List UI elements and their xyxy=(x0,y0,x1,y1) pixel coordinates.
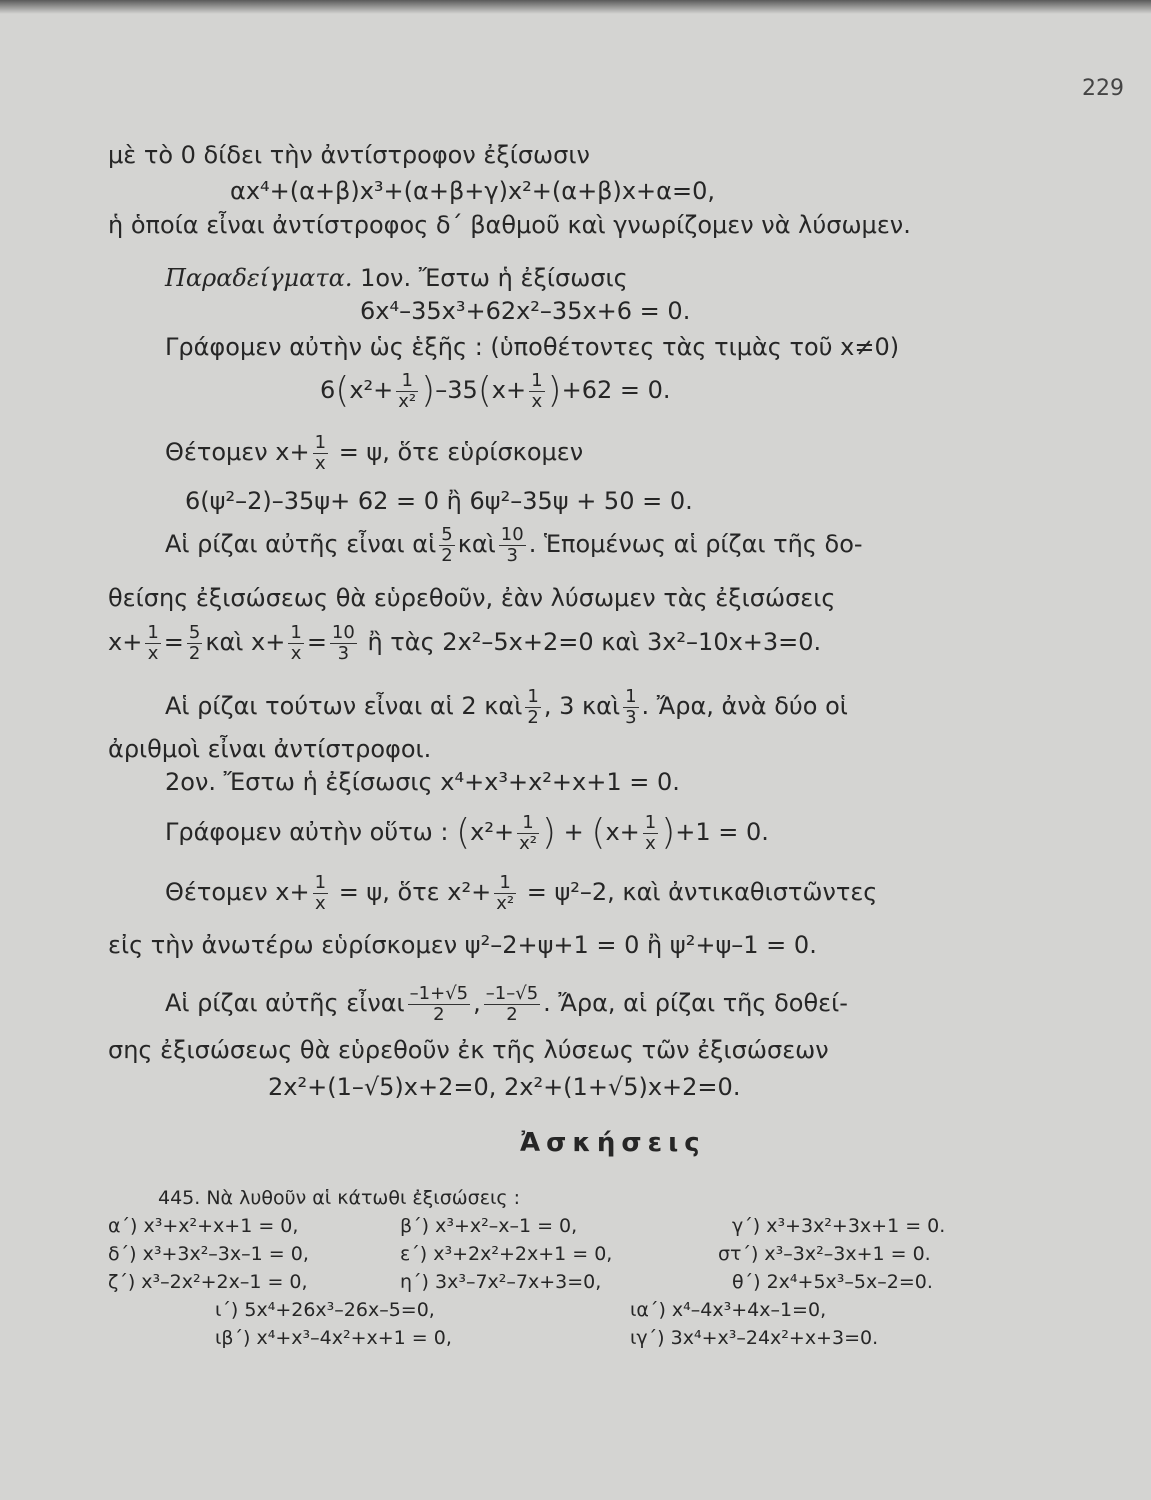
fraction xyxy=(529,371,544,412)
fraction xyxy=(525,687,540,728)
text-span: . Ἄρα, αἱ ρίζαι τῆς δοθεί- xyxy=(543,989,848,1017)
intro-line: ἡ ὁποία εἶναι ἀντίστροφος δ΄ βαθμοῦ καὶ γνωρίζομεν νὰ λύσωμεν. xyxy=(108,211,911,239)
text-span: x+ xyxy=(605,818,640,846)
eq-part: –35 xyxy=(435,376,478,404)
text-span: Αἱ ρίζαι τούτων εἶναι αἱ 2 καὶ xyxy=(165,692,523,720)
exercise-item: ζ΄) x³–2x²+2x–1 = 0, xyxy=(108,1271,308,1293)
text-span: Θέτομεν x+ xyxy=(165,878,310,906)
example-1-equation: 6x⁴–35x³+62x²–35x+6 = 0. xyxy=(360,297,691,325)
final-equations: 2x²+(1–√5)x+2=0, 2x²+(1+√5)x+2=0. xyxy=(268,1073,741,1101)
fraction xyxy=(494,873,516,914)
denominator: x xyxy=(645,832,656,854)
text-span: x²+ xyxy=(470,818,515,846)
denominator: 3 xyxy=(625,706,637,728)
text-span: , xyxy=(473,989,481,1017)
fraction xyxy=(408,984,470,1025)
eq-part: x²+ xyxy=(349,376,394,404)
text-span: . Ἄρα, ἀνὰ δύο οἱ xyxy=(641,692,848,720)
text-span: Αἱ ρίζαι αὐτῆς εἶναι αἱ xyxy=(165,530,437,558)
substitution-line xyxy=(165,430,583,474)
exercise-item: ιγ΄) 3x⁴+x³–24x²+x+3=0. xyxy=(630,1327,879,1349)
numerator: 1 xyxy=(644,811,657,833)
final-roots-line xyxy=(165,684,848,728)
text-span: καὶ x+ xyxy=(205,628,286,656)
numerator: 1 xyxy=(531,369,543,391)
intro-equation: αx⁴+(α+β)x³+(α+β+γ)x²+(α+β)x+α=0, xyxy=(230,177,715,205)
numerator: 1 xyxy=(527,685,539,707)
exercise-intro: 445. Νὰ λυθοῦν αἱ κάτωθι ἐξισώσεις : xyxy=(158,1187,520,1209)
exercises-heading: Ἀσκήσεις xyxy=(520,1128,706,1158)
fraction xyxy=(484,984,540,1025)
denominator: 3 xyxy=(506,544,518,566)
fraction xyxy=(643,813,658,854)
text-span: = ψ²–2, καὶ ἀντικαθιστῶντες xyxy=(526,878,878,906)
text-span: Αἱ ρίζαι αὐτῆς εἶναι xyxy=(165,989,405,1017)
page-number: 229 xyxy=(1082,76,1124,101)
eq-part: +62 = 0. xyxy=(561,376,671,404)
fraction xyxy=(187,623,202,664)
example-2-roots xyxy=(165,978,848,1028)
examples-heading: Παραδείγματα. xyxy=(165,264,353,292)
exercise-item: γ΄) x³+3x²+3x+1 = 0. xyxy=(732,1215,946,1237)
denominator: 2 xyxy=(441,544,453,566)
numerator: 5 xyxy=(188,621,201,643)
text-span: , 3 καὶ xyxy=(543,692,621,720)
text-span: ἢ τὰς 2x²–5x+2=0 καὶ 3x²–10x+3=0. xyxy=(367,628,822,656)
denominator: 2 xyxy=(527,706,539,728)
roots-line xyxy=(165,522,863,566)
text-line: ἀριθμοὶ εἶναι ἀντίστροφοι. xyxy=(108,735,432,763)
numerator: 1 xyxy=(494,873,516,894)
example-2-substitution xyxy=(165,870,877,914)
denominator: 2 xyxy=(188,642,201,664)
denominator: x xyxy=(314,452,326,474)
text-span: = xyxy=(163,628,184,656)
text-span: Γράφομεν αὐτὴν οὕτω : xyxy=(165,818,449,846)
numerator: 5 xyxy=(441,523,453,545)
numerator: 1 xyxy=(517,813,539,834)
example-1-label xyxy=(165,263,628,293)
text-line: Γράφομεν αὐτὴν ὡς ἑξῆς : (ὑποθέτοντες τὰς τιμὰς τοῦ x≠0) xyxy=(165,333,900,361)
example-2-rewritten: Γράφομεν αὐτὴν οὕτω : (x²+ $\frac{1}{\text{x²}}$ ) + (x+ $\frac{1}{x}$ )+1 = 0. xyxy=(165,811,769,854)
numerator: 1 xyxy=(314,431,327,453)
exercise-item: ιβ΄) x⁴+x³–4x²+x+1 = 0, xyxy=(215,1327,452,1349)
eq-part: 6 xyxy=(320,376,336,404)
denominator: 3 xyxy=(337,642,350,664)
text-span: Θέτομεν x+ xyxy=(165,438,310,466)
fraction xyxy=(313,873,328,914)
denominator: x² xyxy=(496,892,515,914)
numerator: 1 xyxy=(396,371,418,392)
exercise-item: ι΄) 5x⁴+26x³–26x–5=0, xyxy=(215,1299,435,1321)
text-line: σης ἐξισώσεως θὰ εὑρεθοῦν ἐκ τῆς λύσεως τῶν ἐξισώσεων xyxy=(108,1036,829,1064)
denominator: x xyxy=(531,390,543,412)
fraction xyxy=(439,525,454,566)
denominator: x xyxy=(314,892,326,914)
denominator: x² xyxy=(398,390,417,412)
fraction xyxy=(288,623,303,664)
exercise-item: ια΄) x⁴–4x³+4x–1=0, xyxy=(630,1299,827,1321)
example-2-label: 2ον. Ἔστω ἡ ἐξίσωσις x⁴+x³+x²+x+1 = 0. xyxy=(165,768,680,796)
text-span: = ψ, ὅτε εὑρίσκομεν xyxy=(338,438,584,466)
numerator: 1 xyxy=(290,621,302,643)
fraction xyxy=(330,623,357,664)
fraction xyxy=(499,525,526,566)
fraction xyxy=(313,433,328,474)
rewritten-equation: 6(x²+ $\frac{1}{\text{x²}}$ )–35(x+ $\frac{1}{x}$ )+62 = 0. xyxy=(320,369,671,412)
intro-line: μὲ τὸ 0 δίδει τὴν ἀντίστροφον ἐξίσωσιν xyxy=(108,141,590,169)
text-span: = ψ, ὅτε x²+ xyxy=(338,878,492,906)
text-span: + xyxy=(563,818,584,846)
denominator: x² xyxy=(519,832,537,854)
fraction xyxy=(623,687,638,728)
numerator: 10 xyxy=(500,523,524,545)
eq-part: x+ xyxy=(491,376,527,404)
denominator: 2 xyxy=(433,1003,445,1025)
numerator: 10 xyxy=(331,621,355,643)
text-span: x+ xyxy=(108,628,143,656)
exercise-item: β΄) x³+x²–x–1 = 0, xyxy=(400,1215,578,1237)
exercise-item: α΄) x³+x²+x+1 = 0, xyxy=(108,1215,299,1237)
denominator: x xyxy=(147,642,159,664)
text-span: = xyxy=(306,628,327,656)
exercise-item: στ΄) x³–3x²–3x+1 = 0. xyxy=(718,1243,931,1265)
psi-equation: 6(ψ²–2)–35ψ+ 62 = 0 ἢ 6ψ²–35ψ + 50 = 0. xyxy=(185,487,693,515)
numerator: 1 xyxy=(147,621,159,643)
text-span: +1 = 0. xyxy=(675,818,769,846)
example-label: 1ον. Ἔστω ἡ ἐξίσωσις xyxy=(360,264,628,292)
text-line: θείσης ἐξισώσεως θὰ εὑρεθοῦν, ἐὰν λύσωμεν τὰς ἐξισώσεις xyxy=(108,584,836,612)
exercise-item: ε΄) x³+2x²+2x+1 = 0, xyxy=(400,1243,613,1265)
exercise-item: η΄) 3x³–7x²–7x+3=0, xyxy=(400,1271,602,1293)
text-line: εἰς τὴν ἀνωτέρω εὑρίσκομεν ψ²–2+ψ+1 = 0 ἢ ψ²+ψ–1 = 0. xyxy=(108,931,817,959)
equations-line xyxy=(108,620,821,664)
exercise-item: δ΄) x³+3x²–3x–1 = 0, xyxy=(108,1243,309,1265)
denominator: x xyxy=(290,642,302,664)
numerator: –1–√5 xyxy=(485,982,539,1004)
fraction xyxy=(396,371,418,412)
fraction xyxy=(145,623,160,664)
text-span: καὶ xyxy=(457,530,496,558)
denominator: 2 xyxy=(506,1003,518,1025)
numerator: 1 xyxy=(314,871,327,893)
numerator: –1+√5 xyxy=(409,982,469,1004)
numerator: 1 xyxy=(625,685,637,707)
exercise-item: θ΄) 2x⁴+5x³–5x–2=0. xyxy=(732,1271,933,1293)
fraction xyxy=(517,813,539,854)
text-span: . Ἑπομένως αἱ ρίζαι τῆς δο- xyxy=(528,530,863,558)
